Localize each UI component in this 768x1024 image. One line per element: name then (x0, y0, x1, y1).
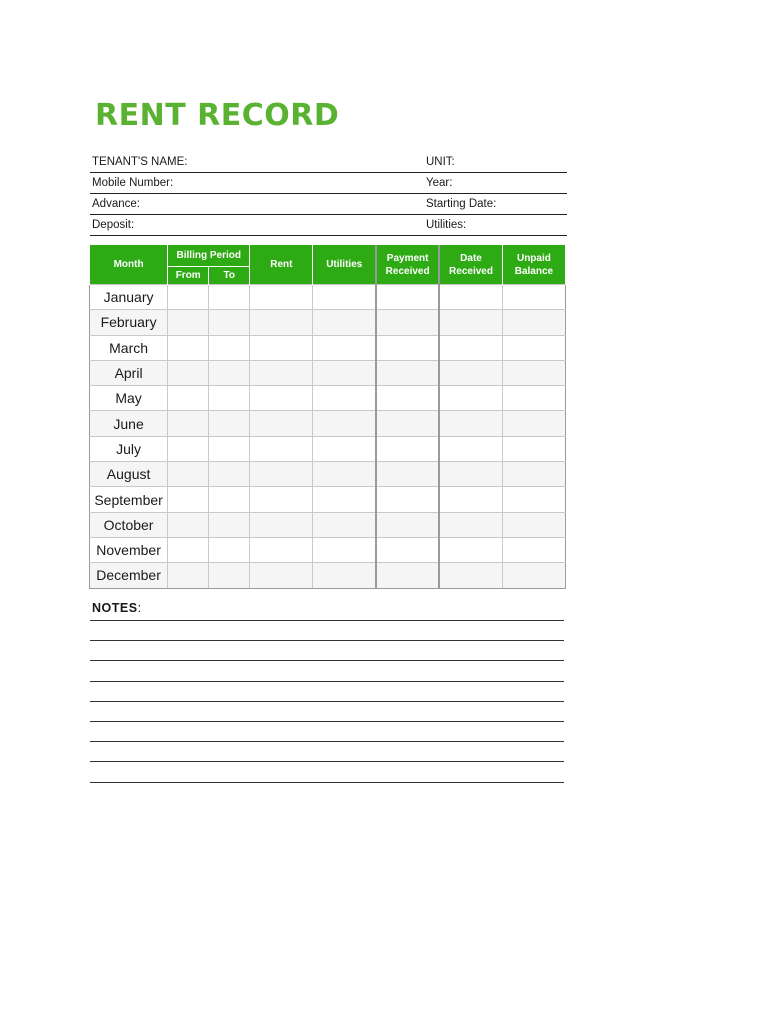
date-received-cell[interactable] (439, 360, 502, 385)
info-row (90, 173, 567, 194)
to-cell[interactable] (209, 487, 250, 512)
starting-date-label: Starting Date: (426, 198, 497, 210)
date-received-cell[interactable] (439, 487, 502, 512)
month-cell: March (90, 335, 168, 360)
to-cell[interactable] (209, 386, 250, 411)
header-date-line1: Date (460, 252, 482, 264)
unpaid-balance-cell[interactable] (502, 563, 565, 588)
rent-table-body (90, 285, 566, 589)
date-received-cell[interactable] (439, 512, 502, 537)
header-to: To (209, 267, 250, 285)
unpaid-balance-cell[interactable] (502, 487, 565, 512)
month-cell: July (90, 436, 168, 461)
rent-cell[interactable] (250, 563, 313, 588)
month-cell: May (90, 386, 168, 411)
to-cell[interactable] (209, 310, 250, 335)
year-label: Year: (426, 177, 453, 189)
table-row (90, 335, 566, 360)
note-line[interactable] (90, 742, 564, 762)
table-row (90, 285, 566, 310)
rent-cell[interactable] (250, 335, 313, 360)
header-billing-period: Billing Period (168, 245, 250, 267)
header-payment-received (376, 245, 439, 285)
unpaid-balance-cell[interactable] (502, 462, 565, 487)
utilities-cell[interactable] (313, 537, 376, 562)
table-row (90, 436, 566, 461)
rent-cell[interactable] (250, 310, 313, 335)
unpaid-balance-cell[interactable] (502, 285, 565, 310)
header-date-line2: Received (449, 265, 493, 277)
from-cell[interactable] (168, 360, 209, 385)
utilities-cell[interactable] (313, 386, 376, 411)
from-cell[interactable] (168, 436, 209, 461)
from-cell[interactable] (168, 335, 209, 360)
month-cell: September (90, 487, 168, 512)
from-cell[interactable] (168, 386, 209, 411)
to-cell[interactable] (209, 335, 250, 360)
unpaid-balance-cell[interactable] (502, 537, 565, 562)
notes-colon: : (137, 601, 142, 615)
utilities-cell[interactable] (313, 285, 376, 310)
table-row (90, 310, 566, 335)
month-cell: June (90, 411, 168, 436)
from-cell[interactable] (168, 310, 209, 335)
header-date-received (439, 245, 502, 285)
table-row (90, 462, 566, 487)
header-unpaid-balance (502, 245, 565, 285)
unpaid-balance-cell[interactable] (502, 512, 565, 537)
payment-received-cell[interactable] (376, 487, 439, 512)
unpaid-balance-cell[interactable] (502, 335, 565, 360)
payment-received-cell[interactable] (376, 310, 439, 335)
from-cell[interactable] (168, 411, 209, 436)
header-payment-line2: Received (385, 265, 430, 277)
unpaid-balance-cell[interactable] (502, 360, 565, 385)
tenant-name-label: TENANT'S NAME: (92, 156, 188, 168)
payment-received-cell[interactable] (376, 360, 439, 385)
date-received-cell[interactable] (439, 310, 502, 335)
info-row (90, 215, 567, 236)
header-month: Month (90, 245, 168, 285)
notes-label (92, 601, 142, 615)
table-row (90, 386, 566, 411)
from-cell[interactable] (168, 487, 209, 512)
to-cell[interactable] (209, 436, 250, 461)
to-cell[interactable] (209, 512, 250, 537)
month-cell: November (90, 537, 168, 562)
from-cell[interactable] (168, 537, 209, 562)
to-cell[interactable] (209, 462, 250, 487)
note-line[interactable] (90, 661, 564, 681)
header-unpaid-line1: Unpaid (516, 252, 551, 264)
payment-received-cell[interactable] (376, 436, 439, 461)
utilities-cell[interactable] (313, 487, 376, 512)
note-line[interactable] (90, 641, 564, 661)
table-row (90, 411, 566, 436)
from-cell[interactable] (168, 563, 209, 588)
note-line[interactable] (90, 620, 564, 641)
utilities-cell[interactable] (313, 436, 376, 461)
deposit-label: Deposit: (92, 219, 135, 231)
rent-cell[interactable] (250, 487, 313, 512)
payment-received-cell[interactable] (376, 335, 439, 360)
date-received-cell[interactable] (439, 285, 502, 310)
to-cell[interactable] (209, 537, 250, 562)
utilities-cell[interactable] (313, 512, 376, 537)
rent-cell[interactable] (250, 512, 313, 537)
date-received-cell[interactable] (439, 563, 502, 588)
page-title: RENT RECORD (95, 98, 340, 133)
note-line[interactable] (90, 702, 564, 722)
mobile-number-label: Mobile Number: (92, 177, 174, 189)
date-received-cell[interactable] (439, 335, 502, 360)
rent-cell[interactable] (250, 285, 313, 310)
utilities-cell[interactable] (313, 563, 376, 588)
table-row (90, 360, 566, 385)
month-cell: February (90, 310, 168, 335)
note-line[interactable] (90, 762, 564, 782)
note-line[interactable] (90, 722, 564, 742)
payment-received-cell[interactable] (376, 537, 439, 562)
from-cell[interactable] (168, 462, 209, 487)
unpaid-balance-cell[interactable] (502, 386, 565, 411)
date-received-cell[interactable] (439, 411, 502, 436)
notes-label-text: NOTES (92, 601, 138, 615)
utilities-cell[interactable] (313, 411, 376, 436)
unit-label: UNIT: (426, 156, 455, 168)
utilities-cell[interactable] (313, 335, 376, 360)
info-row (90, 194, 567, 215)
note-line[interactable] (90, 682, 564, 702)
payment-received-cell[interactable] (376, 462, 439, 487)
header-rent: Rent (250, 245, 313, 285)
date-received-cell[interactable] (439, 537, 502, 562)
table-row (90, 537, 566, 562)
utilities-cell[interactable] (313, 462, 376, 487)
payment-received-cell[interactable] (376, 386, 439, 411)
header-utilities: Utilities (313, 245, 376, 285)
rent-cell[interactable] (250, 360, 313, 385)
payment-received-cell[interactable] (376, 285, 439, 310)
month-cell: October (90, 512, 168, 537)
date-received-cell[interactable] (439, 462, 502, 487)
date-received-cell[interactable] (439, 386, 502, 411)
tenant-info-section (90, 152, 567, 236)
header-unpaid-line2: Balance (514, 265, 554, 277)
date-received-cell[interactable] (439, 436, 502, 461)
month-cell: April (90, 360, 168, 385)
to-cell[interactable] (209, 360, 250, 385)
table-row (90, 563, 566, 588)
month-cell: August (90, 462, 168, 487)
utilities-cell[interactable] (313, 360, 376, 385)
unpaid-balance-cell[interactable] (502, 411, 565, 436)
utilities-label: Utilities: (426, 219, 467, 231)
table-row (90, 487, 566, 512)
advance-label: Advance: (92, 198, 140, 210)
info-row (90, 152, 567, 173)
rent-cell[interactable] (250, 462, 313, 487)
rent-cell[interactable] (250, 386, 313, 411)
payment-received-cell[interactable] (376, 411, 439, 436)
rent-cell[interactable] (250, 436, 313, 461)
from-cell[interactable] (168, 285, 209, 310)
month-cell: January (90, 285, 168, 310)
unpaid-balance-cell[interactable] (502, 310, 565, 335)
unpaid-balance-cell[interactable] (502, 436, 565, 461)
notes-lines (90, 620, 564, 783)
table-row (90, 512, 566, 537)
payment-received-cell[interactable] (376, 512, 439, 537)
rent-table (89, 245, 566, 589)
header-payment-line1: Payment (386, 252, 429, 264)
to-cell[interactable] (209, 285, 250, 310)
rent-cell[interactable] (250, 537, 313, 562)
payment-received-cell[interactable] (376, 563, 439, 588)
rent-cell[interactable] (250, 411, 313, 436)
utilities-cell[interactable] (313, 310, 376, 335)
from-cell[interactable] (168, 512, 209, 537)
to-cell[interactable] (209, 563, 250, 588)
to-cell[interactable] (209, 411, 250, 436)
header-from: From (168, 267, 209, 285)
month-cell: December (90, 563, 168, 588)
